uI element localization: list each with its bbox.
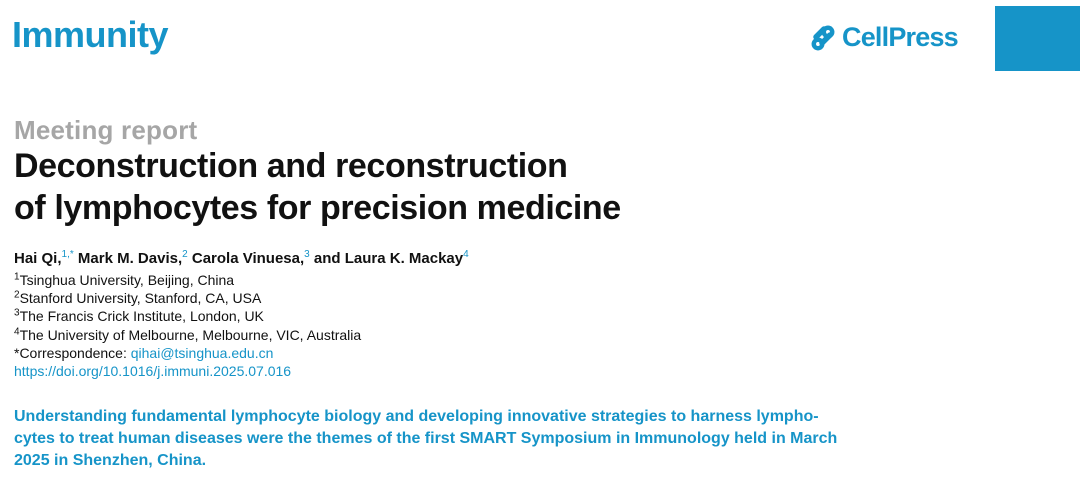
author-name[interactable]: Mark M. Davis, — [73, 250, 183, 267]
publisher-name: CellPress — [842, 22, 958, 52]
author-affiliation-ref[interactable]: 3 — [304, 249, 310, 260]
publisher-logo[interactable] — [808, 22, 958, 53]
author-name[interactable]: and Laura K. Mackay — [309, 250, 464, 267]
doi-row — [14, 362, 361, 380]
title-line: of lymphocytes for precision medicine — [14, 189, 621, 227]
affiliation-text: Stanford University, Stanford, CA, USA — [19, 290, 262, 307]
abstract-line: cytes to treat human diseases were the themes of the first SMART Symposium in Immunology held in March — [14, 430, 838, 447]
article-title — [14, 145, 914, 229]
doi-link[interactable]: https://doi.org/10.1016/j.immuni.2025.07.016 — [14, 363, 292, 380]
affiliation-item — [14, 326, 361, 344]
author-affiliation-ref[interactable]: 4 — [463, 249, 469, 260]
abstract-line: 2025 in Shenzhen, China. — [14, 452, 207, 469]
affiliation-number: 3 — [14, 307, 20, 319]
journal-name[interactable]: Immunity — [12, 14, 169, 55]
author-affiliation-ref[interactable]: 1,* — [61, 249, 74, 260]
affiliations — [14, 271, 361, 380]
author-affiliation-ref[interactable]: 2 — [182, 249, 188, 260]
abstract-line: Understanding fundamental lymphocyte biology and developing innovative strategies to harness lympho- — [14, 408, 819, 425]
affiliation-item — [14, 307, 361, 325]
abstract — [14, 406, 974, 472]
affiliation-number: 4 — [14, 325, 20, 337]
author-list — [14, 250, 469, 267]
cellpress-logo-icon — [808, 23, 838, 53]
author-name[interactable]: Carola Vinuesa, — [187, 250, 305, 267]
title-line: Deconstruction and reconstruction — [14, 147, 568, 185]
affiliation-text: Tsinghua University, Beijing, China — [19, 272, 235, 288]
affiliation-text: The University of Melbourne, Melbourne, VIC, Australia — [19, 326, 362, 343]
affiliation-number: 2 — [14, 289, 20, 301]
affiliation-number: 1 — [14, 271, 20, 283]
correspondence-email-link[interactable]: qihai@tsinghua.edu.cn — [130, 344, 274, 361]
affiliation-item — [14, 289, 361, 307]
correspondence-label: *Correspondence: — [14, 344, 131, 361]
affiliation-text: The Francis Crick Institute, London, UK — [19, 308, 264, 325]
affiliation-item — [14, 271, 361, 289]
header-color-block — [995, 6, 1080, 71]
author-name[interactable]: Hai Qi, — [14, 250, 62, 267]
correspondence — [14, 344, 361, 362]
article-type: Meeting report — [14, 115, 198, 145]
